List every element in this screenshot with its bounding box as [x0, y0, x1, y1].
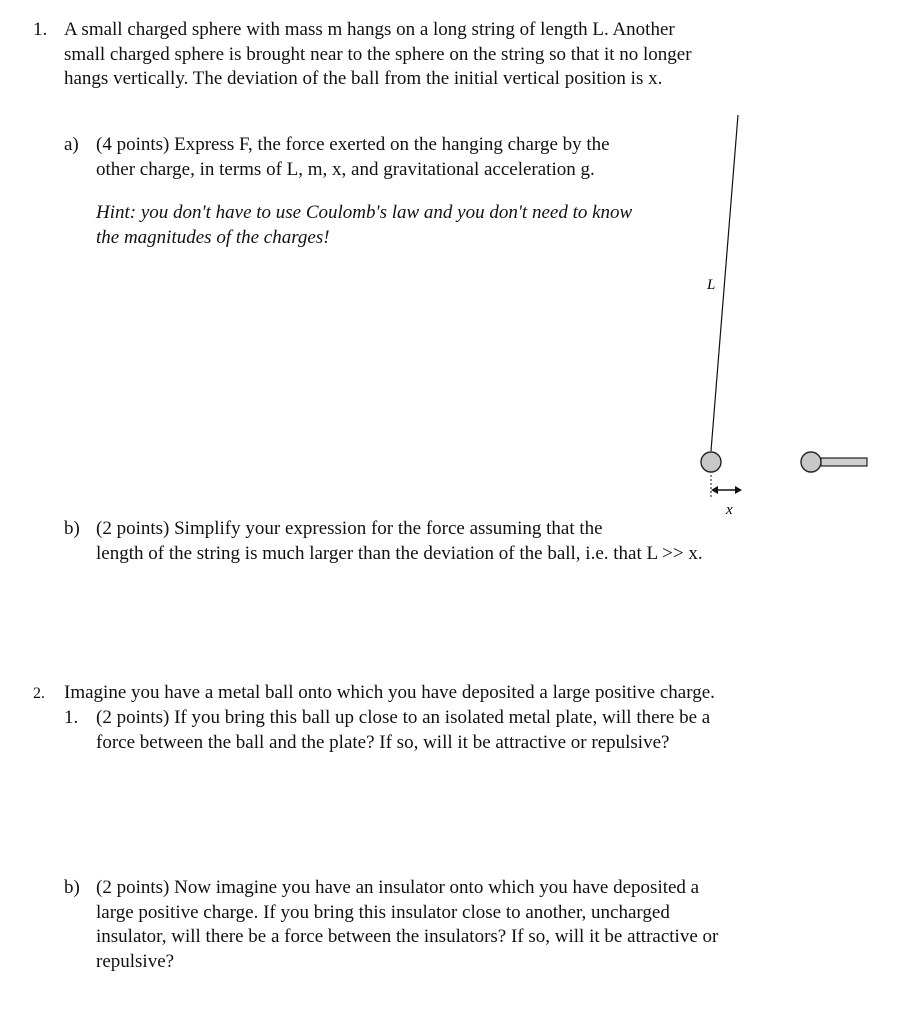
part-b-label: b) — [64, 518, 80, 539]
q2-part-b-line: large positive charge. If you bring this insulator close to another, uncharged — [96, 901, 670, 923]
q2-part-b-line: insulator, will there be a force between the insulators? If so, will it be attractive or — [96, 926, 719, 947]
part-a-line: other charge, in terms of L, m, x, and gravitational acceleration g. — [96, 158, 595, 180]
question-2-number: 2. — [33, 685, 45, 702]
part-1-line: force between the ball and the plate? If so, will it be attractive or repulsive? — [96, 731, 670, 753]
question-1-intro-line: small charged sphere is brought near to the sphere on the string so that it no longer — [64, 43, 692, 65]
deviation-label: x — [726, 502, 733, 518]
hint-line: the magnitudes of the charges! — [96, 226, 330, 248]
hint-line: Hint: you don't have to use Coulomb's law and you don't need to know — [96, 202, 633, 223]
question-2-intro-line: Imagine you have a metal ball onto which you have deposited a large positive charge. — [64, 682, 715, 703]
part-1-line: (2 points) If you bring this ball up close to an isolated metal plate, will there be a — [96, 707, 711, 728]
q2-part-b-label: b) — [64, 877, 80, 898]
part-b-line: length of the string is much larger than the deviation of the ball, i.e. that L >> x. — [96, 542, 703, 564]
part-1-label: 1. — [64, 707, 79, 728]
hanging-sphere — [701, 452, 721, 472]
question-1-number: 1. — [33, 19, 48, 40]
other-sphere — [801, 452, 821, 472]
q2-part-b-text — [96, 876, 886, 974]
string-length-label: L — [707, 277, 716, 293]
sphere-rod — [821, 458, 867, 466]
deviation-arrow-head-left — [711, 486, 718, 494]
deviation-arrow-head-right — [735, 486, 742, 494]
part-b-line: (2 points) Simplify your expression for the force assuming that the — [96, 518, 603, 539]
pendulum-figure — [680, 105, 880, 525]
part-1-text — [96, 706, 886, 755]
part-a-hint — [96, 201, 716, 250]
part-a-label: a) — [64, 134, 79, 155]
q2-part-b-line: repulsive? — [96, 950, 175, 972]
question-2-intro — [64, 681, 884, 706]
question-1-intro — [64, 18, 884, 92]
part-b-text — [96, 517, 886, 566]
q2-part-b-line: (2 points) Now imagine you have an insulator onto which you have deposited a — [96, 877, 700, 898]
question-1-intro-line: hangs vertically. The deviation of the ball from the initial vertical position is x. — [64, 68, 663, 89]
part-a-line: (4 points) Express F, the force exerted on the hanging charge by the — [96, 134, 610, 155]
part-a-text — [96, 133, 716, 182]
question-1-intro-line: A small charged sphere with mass m hangs on a long string of length L. Another — [64, 19, 675, 40]
